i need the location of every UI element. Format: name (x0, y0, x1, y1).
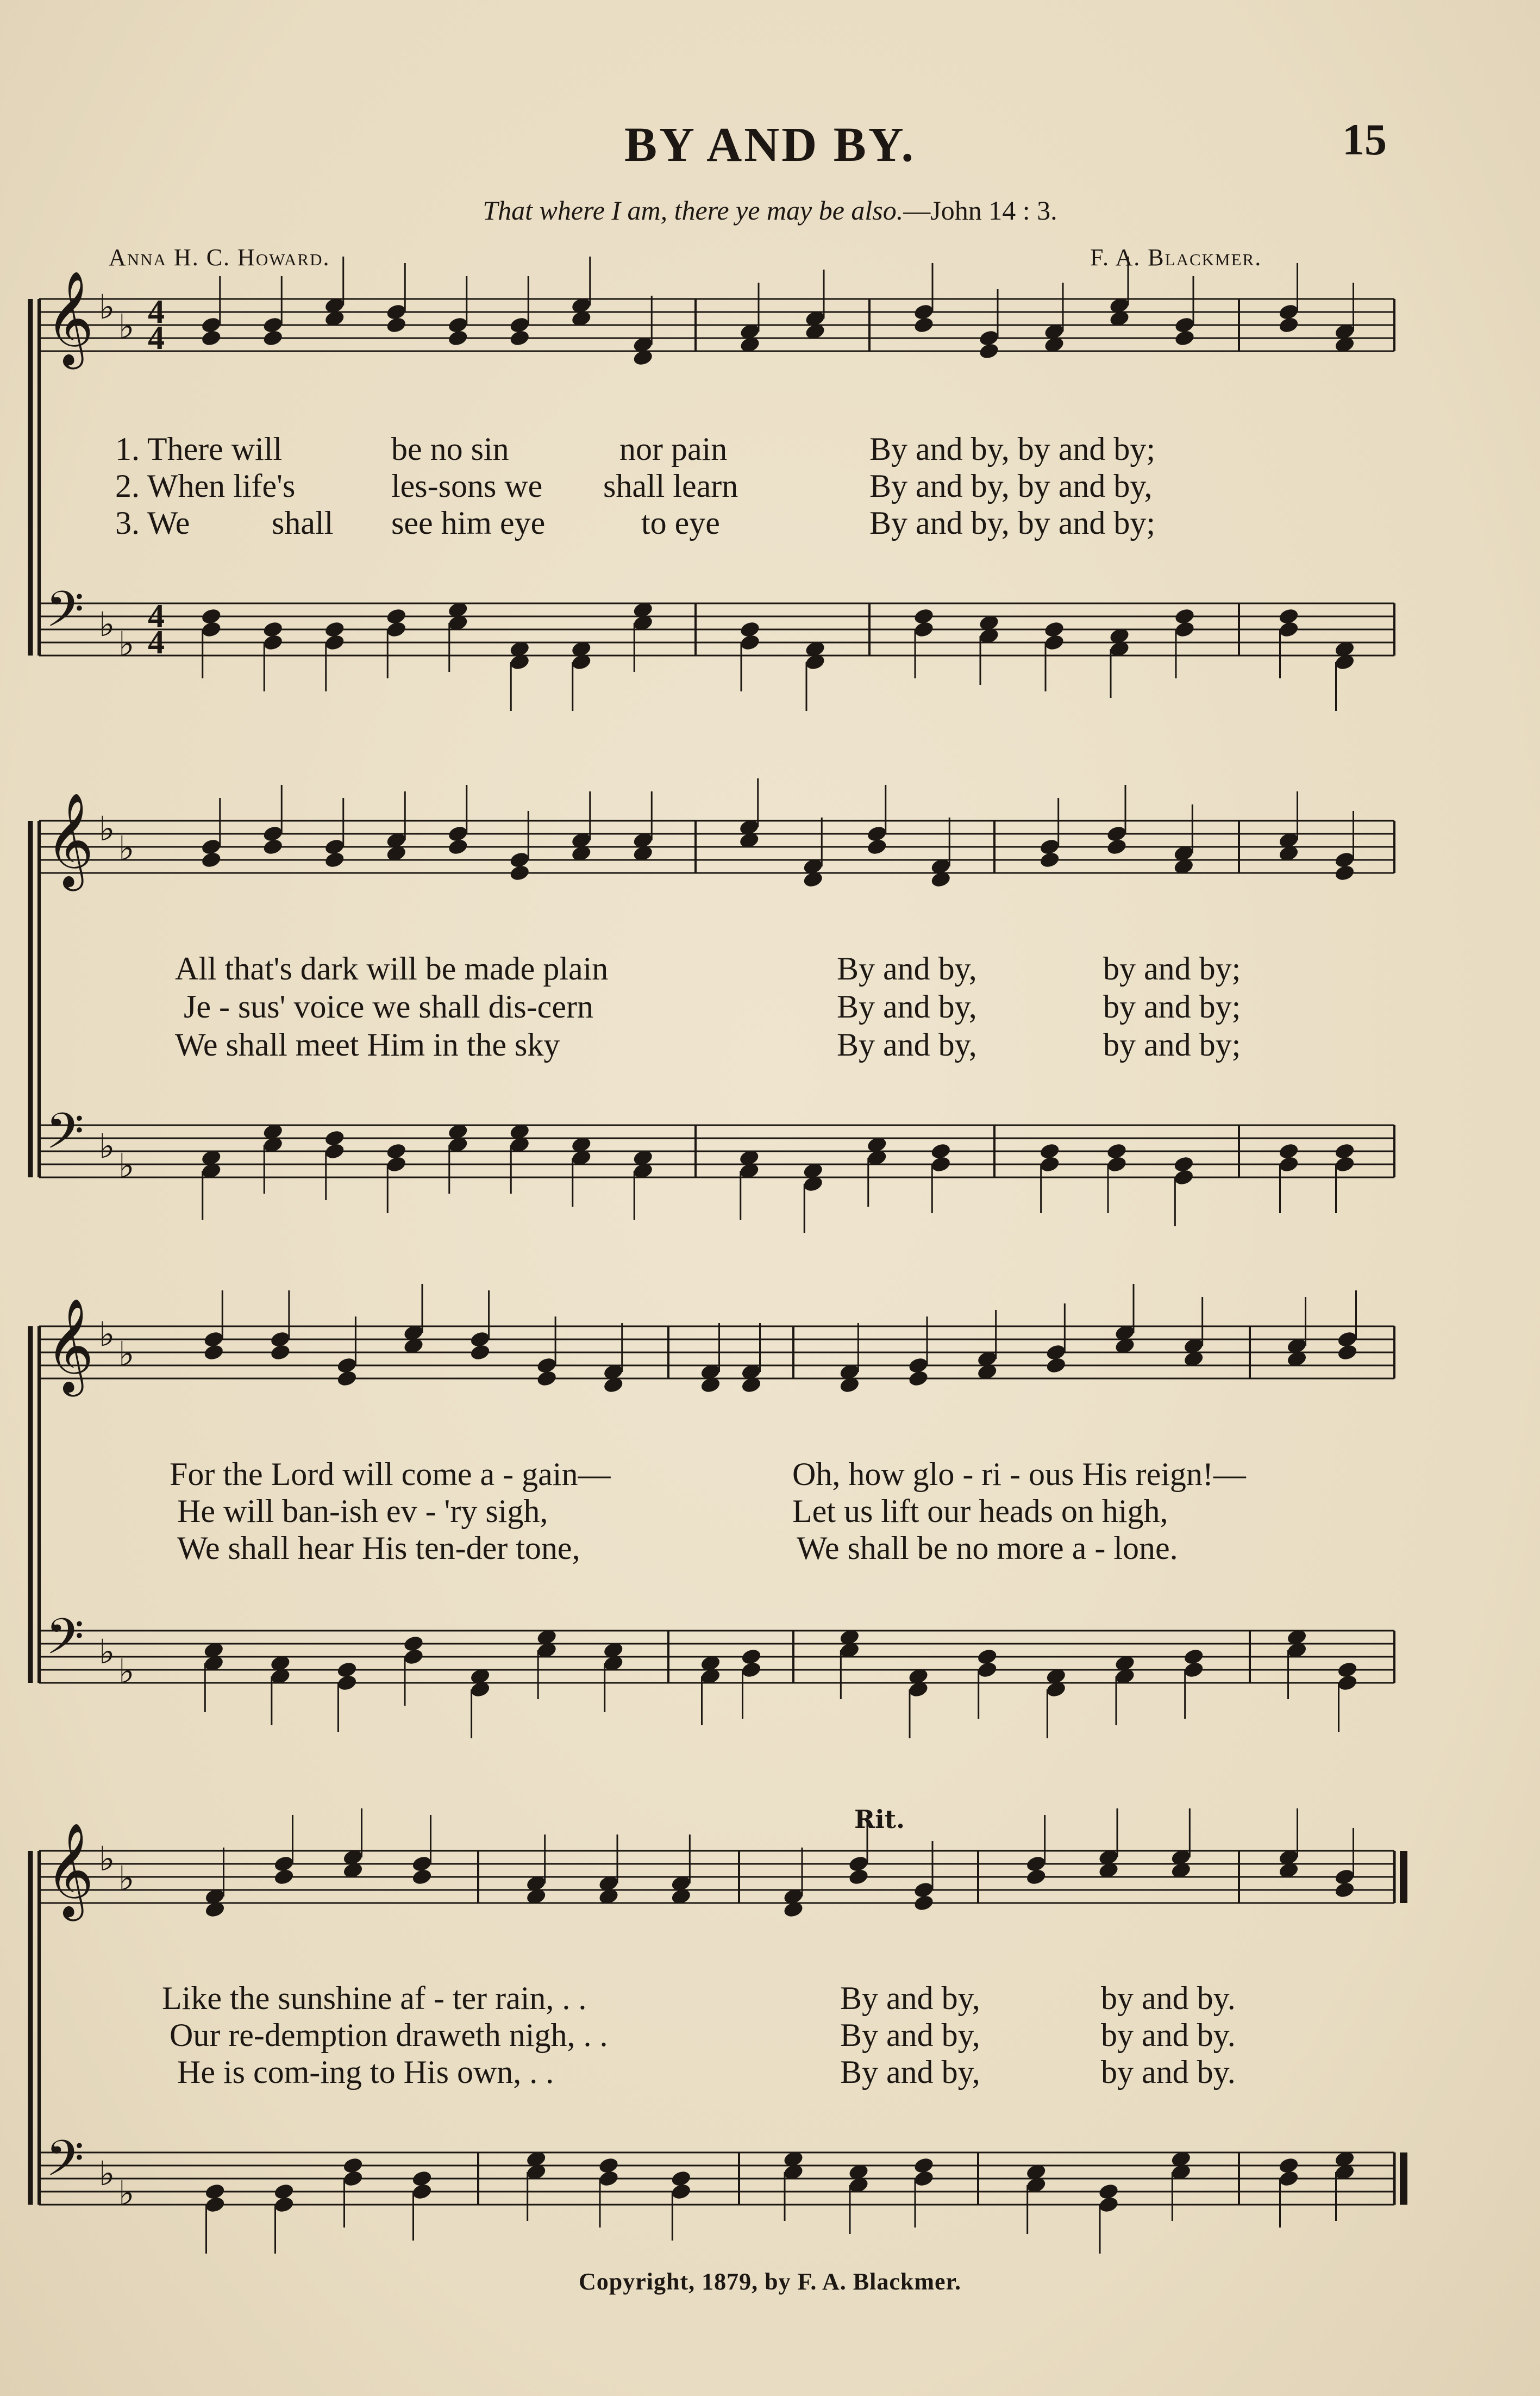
key-signature-flat: ♭ (118, 828, 135, 868)
treble-clef: 𝄞 (46, 1823, 94, 1917)
lyric-line: By and by, (840, 1980, 980, 2016)
lyric-line: By and by, (837, 1027, 977, 1063)
ritardando-mark: Rit. (854, 1805, 905, 1834)
key-signature-flat: ♭ (99, 1632, 115, 1671)
notehead (1039, 851, 1061, 869)
lyric-line: We shall hear His ten-der tone, (177, 1530, 580, 1566)
time-signature-digit: 4 (148, 598, 165, 635)
lyric-line: Je - sus' voice we shall dis-cern (184, 989, 593, 1025)
notehead (978, 342, 1000, 360)
key-signature-flat: ♭ (99, 2154, 115, 2193)
lyric-line: We shall be no more a - lone. (797, 1530, 1178, 1566)
notehead (740, 1661, 762, 1679)
notehead (1174, 329, 1195, 347)
time-signature-digit: 4 (148, 320, 165, 357)
lyric-line: By and by, (840, 2054, 980, 2090)
notehead (1045, 1356, 1067, 1375)
notehead (385, 316, 407, 334)
notehead (509, 864, 530, 882)
lyric-line: by and by; (1103, 1027, 1241, 1063)
lyric-line: Like the sunshine af - ter rain, . . (162, 1980, 587, 2016)
lyric-line: shall (272, 505, 334, 541)
author-credit: Anna H. C. Howard. (109, 244, 330, 271)
treble-clef: 𝄞 (46, 1298, 94, 1393)
notehead (1039, 1155, 1061, 1174)
key-signature-flat: ♭ (99, 604, 115, 644)
lyric-line: We shall meet Him in the sky (175, 1027, 560, 1063)
lyric-line: Oh, how glo - ri - ous His reign!— (792, 1456, 1246, 1492)
copyright-notice: Copyright, 1879, by F. A. Blackmer. (578, 2268, 962, 2295)
treble-clef: 𝄞 (46, 793, 94, 887)
lyric-line: 3. We (115, 505, 190, 541)
key-signature-flat: ♭ (118, 1334, 135, 1374)
notehead (342, 2169, 364, 2188)
notehead (336, 1674, 358, 1692)
notehead (1334, 864, 1355, 882)
hymn-title: BY AND BY. (624, 118, 916, 172)
lyric-line: By and by, (840, 2017, 980, 2053)
notehead (1278, 620, 1299, 639)
time-signature-digit: 4 (148, 294, 165, 330)
lyric-line: By and by, by and by, (869, 468, 1153, 504)
key-signature-flat: ♭ (99, 1314, 115, 1354)
key-signature-flat: ♭ (99, 1839, 115, 1879)
notehead (324, 1142, 346, 1160)
notehead (1336, 1343, 1358, 1362)
notehead (670, 2182, 692, 2201)
notehead (913, 316, 935, 334)
final-barline (1400, 1851, 1407, 1903)
notehead (913, 1894, 935, 1912)
notehead (262, 838, 284, 856)
key-signature-flat: ♭ (118, 2173, 135, 2213)
notehead (866, 838, 888, 856)
notehead (1336, 1674, 1358, 1692)
bass-clef: 𝄢 (46, 581, 84, 650)
notehead (403, 1648, 424, 1666)
notehead (262, 329, 284, 347)
notehead (1043, 633, 1065, 652)
notehead (913, 620, 935, 639)
lyric-line: be no sin (391, 431, 509, 467)
notehead (509, 329, 530, 347)
lyric-line: For the Lord will come a - gain— (170, 1456, 611, 1492)
lyric-line: He is com-ing to His own, . . (177, 2054, 554, 2090)
lyric-line: les-sons we (391, 468, 543, 504)
notehead (336, 1369, 358, 1388)
lyric-line: by and by; (1103, 951, 1241, 987)
key-signature-flat: ♭ (118, 624, 135, 664)
notehead (1278, 1155, 1299, 1174)
notehead (1173, 1168, 1194, 1187)
key-signature-flat: ♭ (118, 307, 135, 346)
lyric-line: by and by. (1101, 1980, 1236, 2016)
lyric-line: He will ban-ish ev - 'ry sigh, (177, 1493, 548, 1529)
notehead (848, 1868, 869, 1886)
treble-clef: 𝄞 (46, 271, 94, 365)
epigraph-reference: —John 14 : 3. (903, 195, 1057, 226)
notehead (1334, 1155, 1355, 1174)
key-signature-flat: ♭ (99, 809, 115, 848)
lyric-line: Our re-demption draweth nigh, . . (170, 2017, 608, 2053)
notehead (907, 1369, 929, 1388)
notehead (976, 1661, 998, 1679)
notehead (411, 2182, 433, 2201)
notehead (1174, 620, 1195, 639)
lyric-line: Let us lift our heads on high, (792, 1493, 1168, 1529)
notehead (469, 1343, 491, 1362)
notehead (1098, 2195, 1119, 2214)
lyric-line: 2. When life's (115, 468, 296, 504)
lyric-line: By and by, by and by; (869, 431, 1156, 467)
lyric-line: see him eye (391, 505, 546, 541)
notehead (913, 2169, 935, 2188)
notehead (1183, 1661, 1205, 1679)
notehead (930, 1155, 951, 1174)
notehead (598, 2169, 619, 2188)
lyric-line: nor pain (619, 431, 728, 467)
lyric-line: By and by, (837, 951, 977, 987)
notehead (447, 329, 469, 347)
notehead (273, 1868, 295, 1886)
page-number: 15 (1342, 115, 1387, 164)
notehead (270, 1343, 291, 1362)
notehead (1106, 838, 1128, 856)
key-signature-flat: ♭ (99, 287, 115, 327)
key-signature-flat: ♭ (118, 1858, 135, 1898)
notehead (324, 633, 346, 652)
lyric-line: By and by, by and by; (869, 505, 1156, 541)
bass-clef: 𝄢 (46, 2130, 84, 2199)
composer-credit: F. A. Blackmer. (1090, 244, 1262, 271)
lyric-line: by and by. (1101, 2054, 1236, 2090)
notehead (1106, 1155, 1128, 1174)
bass-clef: 𝄢 (46, 1102, 84, 1172)
notehead (411, 1868, 433, 1886)
notehead (385, 620, 407, 639)
notehead (447, 838, 469, 856)
notehead (201, 329, 222, 347)
lyric-line: to eye (641, 505, 720, 541)
notehead (1025, 1868, 1047, 1886)
lyric-line: 1. There will (115, 431, 283, 467)
notehead (262, 633, 284, 652)
notehead (1334, 1881, 1355, 1899)
time-signature-digit: 4 (148, 624, 165, 661)
lyric-line: by and by; (1103, 989, 1241, 1025)
notehead (1278, 2169, 1299, 2188)
notehead (273, 2195, 295, 2214)
lyric-line: shall learn (603, 468, 738, 504)
bass-clef: 𝄢 (46, 1608, 84, 1677)
key-signature-flat: ♭ (99, 1126, 115, 1166)
notehead (536, 1369, 558, 1388)
notehead (324, 851, 346, 869)
lyric-line: All that's dark will be made plain (175, 951, 609, 987)
epigraph-quote: That where I am, there ye may be also. (483, 195, 904, 226)
notehead (1278, 316, 1299, 334)
key-signature-flat: ♭ (118, 1146, 135, 1185)
final-barline (1400, 2152, 1407, 2205)
notehead (203, 1343, 224, 1362)
notehead (739, 633, 761, 652)
key-signature-flat: ♭ (118, 1651, 135, 1691)
notehead (201, 851, 222, 869)
lyric-line: by and by. (1101, 2017, 1236, 2053)
notehead (385, 1155, 407, 1174)
notehead (204, 2195, 226, 2214)
notehead (201, 620, 222, 639)
lyric-line: By and by, (837, 989, 977, 1025)
